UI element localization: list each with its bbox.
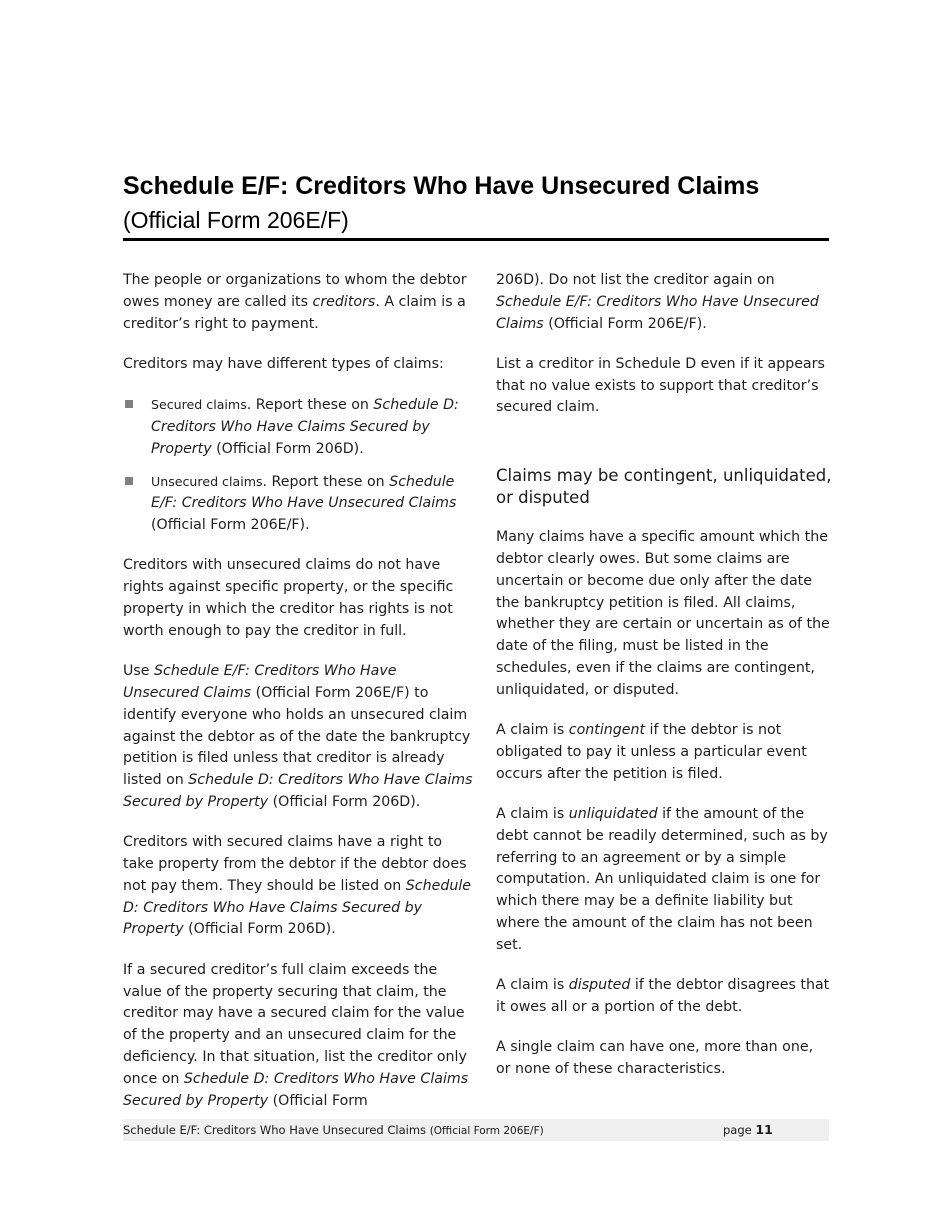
many-claims-paragraph: Many claims have a specific amount which the debtor clearly owes. But some claims are uncertain or become due only after the date the bankruptcy petition is filed. All claims, whether they are certain or uncertain as of the date of the filing, must be listed in the schedules, even if the claims are contingent, unliquidated, or disputed. <box>496 529 830 698</box>
text: if the debtor disagrees that it owes all or a portion of the debt. <box>496 977 830 1015</box>
text: Use <box>123 663 155 680</box>
emphasis: creditors <box>312 293 376 310</box>
disputed-paragraph <box>496 975 832 1019</box>
list-item-secured-claims <box>123 394 475 460</box>
right-column <box>496 270 832 1099</box>
emphasis: Schedule D: Creditors Who Have Claims Secured by Property <box>123 877 471 938</box>
page-footer <box>123 1119 829 1141</box>
text: if the amount of the debt cannot be readily determined, such as by referring to an agreement or by a simple computation. An unliquidated claim is one for which there may be a definite liability but where the amount of the claim has not been set. <box>496 806 828 953</box>
claim-types-intro: Creditors may have different types of claims: <box>123 355 444 372</box>
text: . A claim is a creditor’s right to payment. <box>123 293 466 332</box>
unliquidated-paragraph <box>496 804 832 957</box>
text: The people or organizations to whom the debtor owes money are called its <box>123 272 467 310</box>
text: . Report these on <box>246 397 374 414</box>
text: A claim is <box>496 806 569 823</box>
term: Secured claims <box>151 397 247 413</box>
unsecured-paragraph: Creditors with unsecured claims do not have rights against specific property, or the specific property in which the creditor has rights is not worth enough to pay the creditor in full. <box>123 557 454 639</box>
text: (Official Form 206E/F) to identify everyone who holds an unsecured claim against the debtor as of the date the bankruptcy petition is filed unless that creditor is already listed on <box>123 684 471 789</box>
emphasis: Schedule D: Creditors Who Have Claims Secured by Property <box>151 397 459 457</box>
emphasis: contingent <box>568 722 646 739</box>
text: Schedule E/F: Creditors Who Have Unsecured Claims <box>123 1123 427 1137</box>
list-creditor-paragraph: List a creditor in Schedule D even if it appears that no value exists to support that creditor’s secured claim. <box>496 355 825 416</box>
emphasis: Schedule D: Creditors Who Have Claims Secured by Property <box>123 1070 469 1109</box>
page-title <box>123 169 829 237</box>
text: (Official Form 206D). <box>183 921 336 938</box>
text: (Official Form <box>268 1092 368 1109</box>
claim-types-list <box>123 394 475 537</box>
section-heading: Claims may be contingent, unliquidated, or disputed <box>496 466 832 508</box>
emphasis: unliquidated <box>568 806 658 823</box>
text: if the debtor is not obligated to pay it unless a particular event occurs after the petition is filed. <box>496 722 807 782</box>
footer-title <box>123 1119 544 1142</box>
left-column <box>123 270 475 1131</box>
text: . Report these on <box>262 473 390 490</box>
list-item-unsecured-claims <box>123 471 475 537</box>
footer-form: (Official Form 206E/F) <box>429 1125 544 1137</box>
emphasis: Schedule E/F: Creditors Who Have Unsecured Claims <box>151 473 457 512</box>
title-main: Schedule E/F: Creditors Who Have Unsecured Claims <box>123 172 760 200</box>
text: If a secured creditor’s full claim exceeds the value of the property securing that claim, the creditor may have a secured claim for the value of the property and an unsecured claim for the deficiency. In that situation, list the creditor only once on <box>123 961 467 1087</box>
intro-paragraph <box>123 270 475 335</box>
term: Unsecured claims <box>151 473 263 489</box>
text: A claim is <box>496 977 569 994</box>
page-label: page <box>723 1123 752 1137</box>
emphasis: disputed <box>568 977 631 994</box>
text: (Official Form 206E/F). <box>151 517 310 534</box>
square-bullet-icon <box>125 477 133 485</box>
single-claim-paragraph: A single claim can have one, more than one, or none of these characteristics. <box>496 1039 814 1078</box>
page-number <box>723 1119 773 1141</box>
text: (Official Form 206E/F). <box>543 315 707 332</box>
square-bullet-icon <box>125 400 133 408</box>
contingent-paragraph <box>496 720 832 785</box>
secured-paragraph <box>123 832 475 941</box>
title-form: (Official Form 206E/F) <box>123 207 349 233</box>
text: (Official Form 206D). <box>268 793 421 810</box>
continued-paragraph <box>496 270 832 335</box>
text: 206D). Do not list the creditor again on <box>496 272 775 288</box>
emphasis: Schedule D: Creditors Who Have Claims Secured by Property <box>123 772 473 810</box>
emphasis: Schedule E/F: Creditors Who Have Unsecured Claims <box>123 663 397 701</box>
text: A claim is <box>496 722 569 739</box>
page-number-value: 11 <box>755 1122 773 1137</box>
use-schedule-paragraph <box>123 661 475 814</box>
text: (Official Form 206D). <box>211 440 364 457</box>
exceeds-paragraph <box>123 960 475 1113</box>
text: Creditors with secured claims have a right to take property from the debtor if the debtor does not pay them. They should be listed on <box>123 834 467 894</box>
emphasis: Schedule E/F: Creditors Who Have Unsecured Claims <box>496 293 819 332</box>
title-rule <box>123 238 829 241</box>
